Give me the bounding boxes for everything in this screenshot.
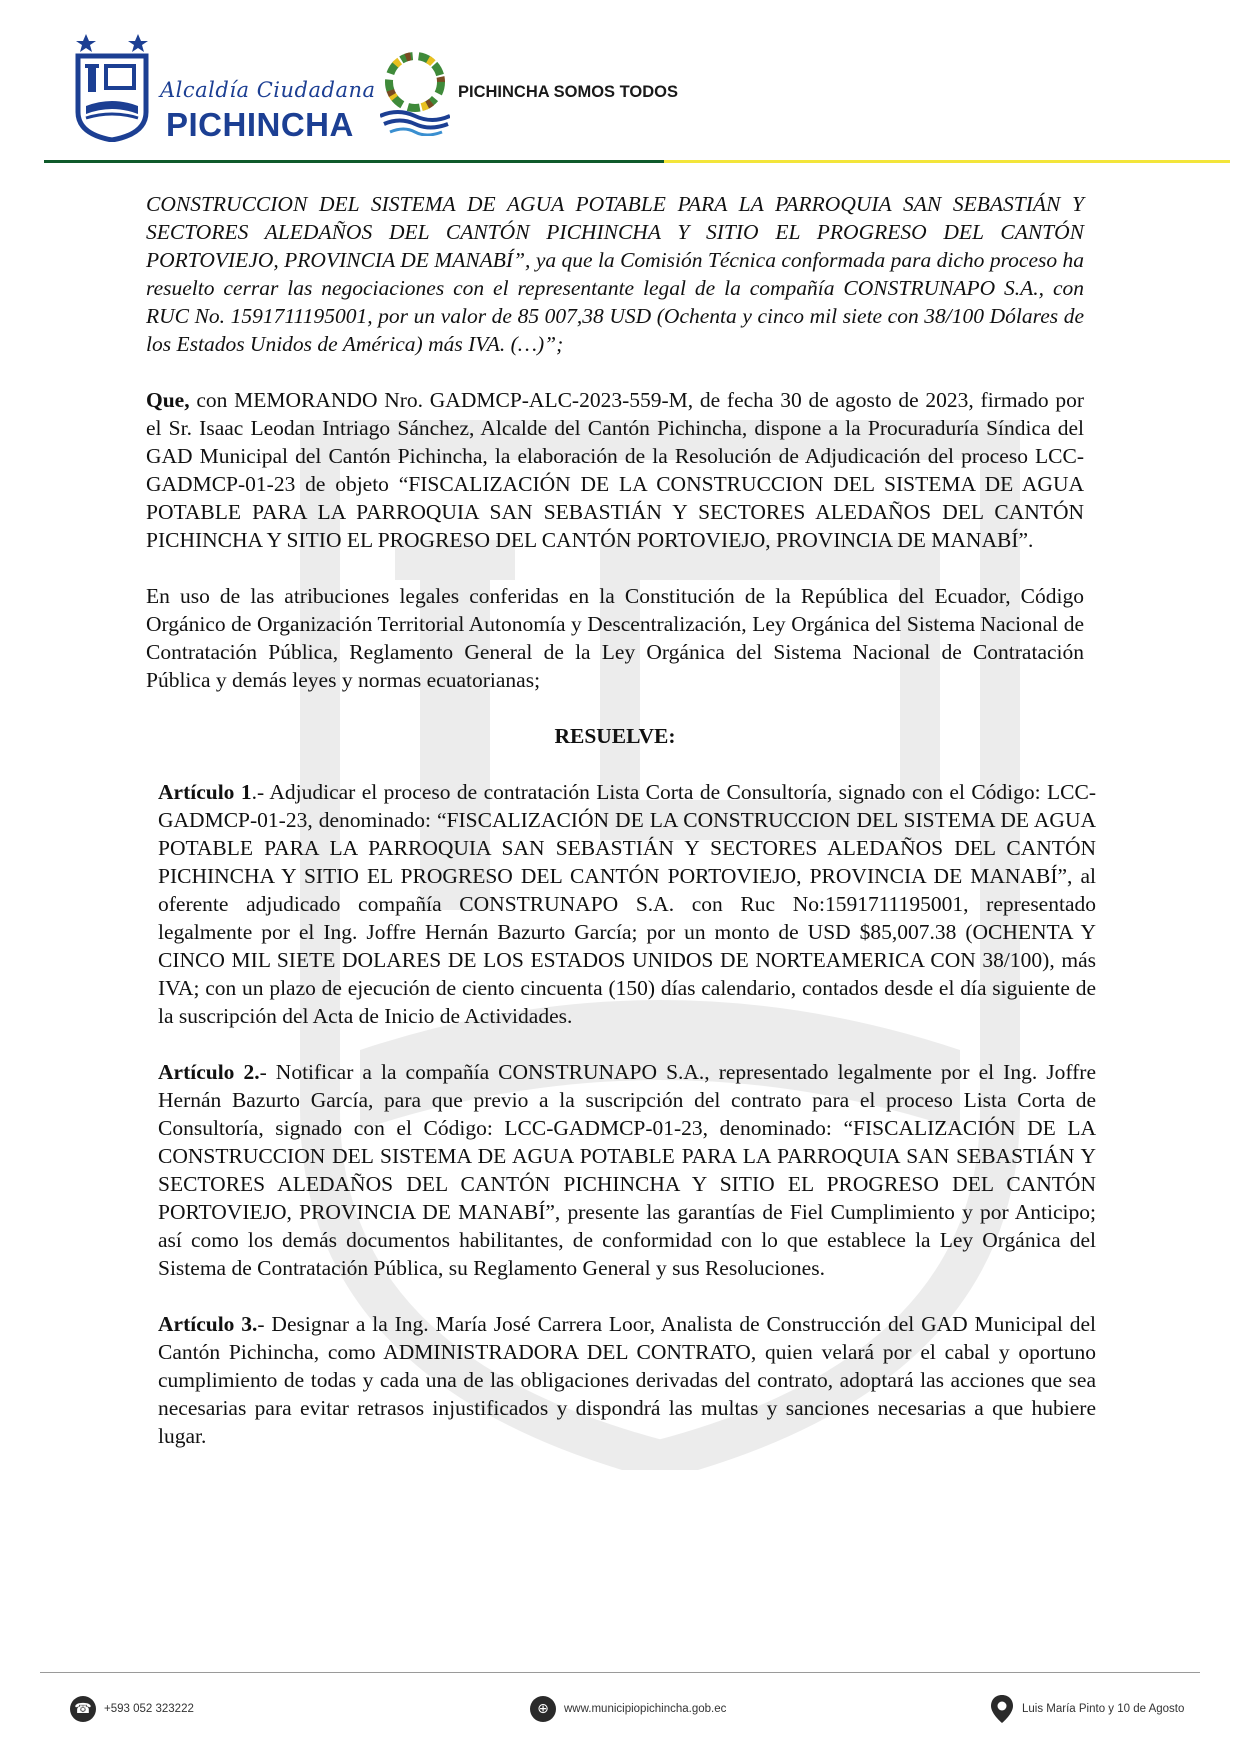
pichincha-somos-todos-logo [380,44,450,136]
article-1-label: Artículo 1 [158,780,252,804]
location-pin-icon [990,1694,1014,1724]
resuelve-heading: RESUELVE: [554,724,676,748]
footer-address [990,1692,1184,1726]
slogan-text: PICHINCHA SOMOS TODOS [458,83,679,101]
municipal-shield-logo [72,30,152,142]
document-body [146,190,1096,1450]
article-3-text: - Designar a la Ing. María José Carrera Loor, Analista de Construcción del GAD Municipal del Cantón Pichincha, como ADMINISTRADORA DEL CONTRATO, quien velará por el cabal y oportuno cumplimiento de todas y cada una de las obligaciones derivadas del contrato, adoptará las acciones que sea necesarias para evitar retrasos injustificados y dispondrá las multas y sanciones necesarias a que hubiere lugar. [158,1312,1096,1448]
footer-website[interactable] [530,1692,726,1726]
globe-icon: ⊕ [530,1696,556,1722]
attributions-paragraph: En uso de las atribuciones legales conferidas en la Constitución de la República del Ecuador, Código Orgánico de Organización Territorial Autonomía y Descentralización, Ley Orgánica del Sistema Nacional de Contratación Pública, Reglamento General de la Ley Orgánica del Sistema Nacional de Contratación Pública y demás leyes y normas ecuatorianas; [146,584,1084,692]
header-rule-yellow [664,160,1230,163]
article-2 [158,1058,1096,1282]
footer-phone-text: +593 052 323222 [104,1703,194,1715]
que-paragraph [146,386,1084,554]
article-1-text: .- Adjudicar el proceso de contratación Lista Corta de Consultoría, signado con el Código: LCC-GADMCP-01-23, denominado: “FISCALIZACIÓN DE LA CONSTRUCCION DEL SISTEMA DE AGUA POTABLE PARA LA PARROQUIA SAN SEBASTIÁN Y SECTORES ALEDAÑOS DEL CANTÓN PICHINCHA Y SITIO EL PROGRESO DEL CANTÓN PORTOVIEJO, PROVINCIA DE MANABÍ”, al oferente adjudicado compañía CONSTRUNAPO S.A. con Ruc No:1591711195001, representado legalmente por el Ing. Joffre Hernán Bazurto García; por un monto de USD $85,007.38 (OCHENTA Y CINCO MIL SIETE DOLARES DE LOS ESTADOS UNIDOS DE NORTEAMERICA CON 38/100), más IVA; con un plazo de ejecución de ciento cincuenta (150) días calendario, contados desde el día siguiente de la suscripción del Acta de Inicio de Actividades. [158,780,1096,1028]
footer-address-text: Luis María Pinto y 10 de Agosto [1022,1703,1185,1715]
page-footer [0,1660,1240,1754]
article-2-text: - Notificar a la compañía CONSTRUNAPO S.A., representado legalmente por el Ing. Joffre Hernán Bazurto García, para que previo a la suscripción del contrato para el proceso Lista Corta de Consultoría, signado con el Código: LCC-GADMCP-01-23, denominado: “FISCALIZACIÓN DE LA CONSTRUCCION DEL SISTEMA DE AGUA POTABLE PARA LA PARROQUIA SAN SEBASTIÁN Y SECTORES ALEDAÑOS DEL CANTÓN PICHINCHA Y SITIO EL PROGRESO DEL CANTÓN PORTOVIEJO, PROVINCIA DE MANABÍ”, presente las garantías de Fiel Cumplimiento y por Anticipo; así como los demás documentos habilitantes, de conformidad con lo que establece la Ley Orgánica del Sistema de Contratación Pública, su Reglamento General y sus Resoluciones. [158,1060,1096,1280]
que-text: con MEMORANDO Nro. GADMCP-ALC-2023-559-M, de fecha 30 de agosto de 2023, firmado por el Sr. Isaac Leodan Intriago Sánchez, Alcalde del Cantón Pichincha, dispone a la Procuraduría Síndica del GAD Municipal del Cantón Pichincha, la elaboración de la Resolución de Adjudicación del proceso LCC-GADMCP-01-23 de objeto “FISCALIZACIÓN DE LA CONSTRUCCION DEL SISTEMA DE AGUA POTABLE PARA LA PARROQUIA SAN SEBASTIÁN Y SECTORES ALEDAÑOS DEL CANTÓN PICHINCHA Y SITIO EL PROGRESO DEL CANTÓN PORTOVIEJO, PROVINCIA DE MANABÍ”. [146,388,1084,552]
brand-name: PICHINCHA [166,106,354,143]
footer-website-text[interactable]: www.municipiopichincha.gob.ec [564,1703,727,1715]
brand-script-text: Alcaldía Ciudadana [160,78,376,102]
article-2-label: Artículo 2. [158,1060,260,1084]
article-3 [158,1310,1096,1450]
letterhead [0,0,1240,170]
article-1 [158,778,1096,1030]
articles-section [158,778,1096,1450]
intro-paragraph: CONSTRUCCION DEL SISTEMA DE AGUA POTABLE PARA LA PARROQUIA SAN SEBASTIÁN Y SECTORES ALEDAÑOS DEL CANTÓN PICHINCHA Y SITIO EL PROGRESO DEL CANTÓN PORTOVIEJO, PROVINCIA DE MANABÍ”, ya que la Comisión Técnica conformada para dicho proceso ha resuelto cerrar las negociaciones con el representante legal de la compañía CONSTRUNAPO S.A., con RUC No. 1591711195001, por un valor de 85 007,38 USD (Ochenta y cinco mil siete con 38/100 Dólares de los Estados Unidos de América) más IVA. (…)”; [146,192,1084,356]
phone-icon: ☎ [70,1696,96,1722]
footer-phone [70,1692,194,1726]
footer-rule [40,1672,1200,1673]
que-label: Que, [146,388,190,412]
header-rule-green [44,160,664,163]
article-3-label: Artículo 3. [158,1312,258,1336]
